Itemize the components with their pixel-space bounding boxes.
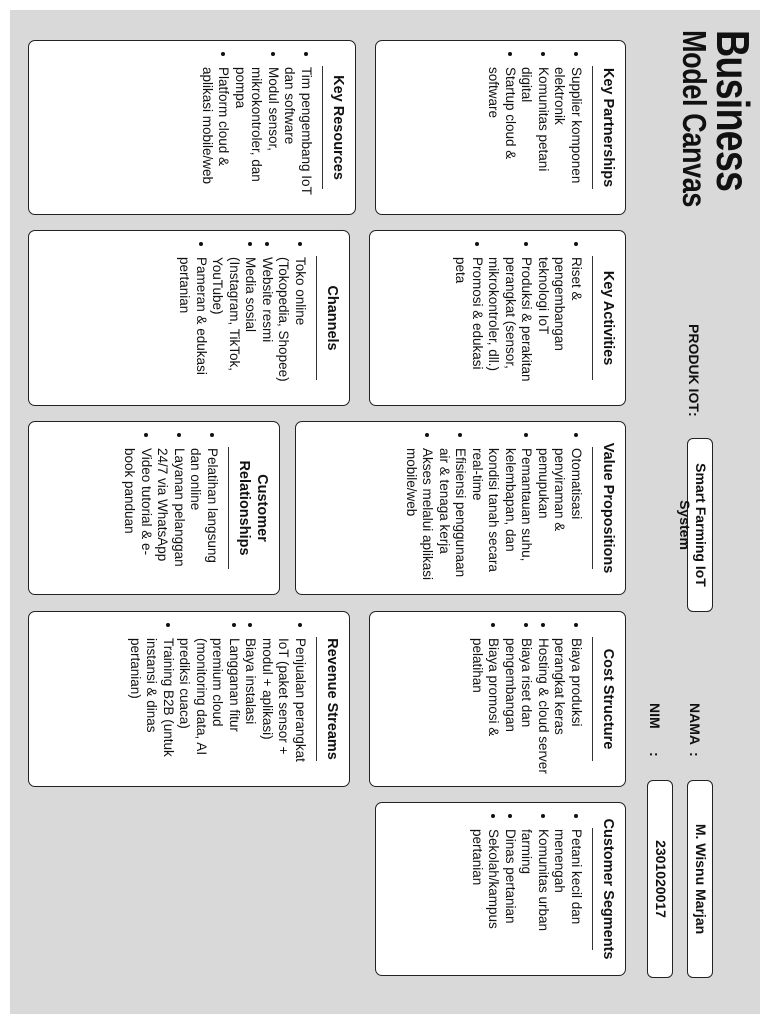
customer-segments-divider [592, 828, 593, 950]
key-partnerships-divider [592, 66, 593, 188]
list-item: • Komunitas petani digital [518, 67, 551, 204]
nim-value: 2301020017 [653, 840, 669, 918]
produk-colon: : [686, 412, 702, 417]
list-item: • Penjualan perangkat IoT (paket sensor + modul + aplikasi) [259, 638, 309, 776]
list-item: • Biaya produksi perangkat keras [551, 638, 584, 776]
channels-list [176, 241, 308, 395]
list-item: • Platform cloud & aplikasi mobile/web [199, 67, 232, 204]
customer-relationships-list [121, 432, 220, 584]
list-item: • Hosting & cloud server [535, 638, 552, 776]
list-item: • Layanan pelanggan 24/7 via WhatsApp [154, 448, 187, 584]
list-item: • Training B2B (untuk instansi & dinas pertanian) [127, 638, 177, 776]
key-activities-box [369, 230, 626, 406]
list-item: • Akses melalui aplikasi mobile/web [403, 448, 436, 584]
nama-field [687, 780, 713, 978]
customer-relationships-title: Customer Relationships [236, 460, 270, 556]
list-item: • Otomatisasi penyiraman & pemupukan [535, 448, 585, 584]
rotated-canvas [10, 10, 760, 1014]
list-item: • Modul sensor, mikrokontroler, dan pompa [232, 67, 282, 204]
produk-label: PRODUK IOT [686, 324, 702, 412]
list-item: • Website resmi [259, 257, 276, 395]
list-item: • Tim pengembang IoT dan software [281, 67, 314, 204]
key-partnerships-box [375, 40, 626, 215]
list-item: • Pemantauan suhu, kelembapan, dan kondisi tanah secara real-time [469, 448, 535, 584]
list-item: • Riset & pengembangan teknologi IoT [535, 257, 585, 395]
nim-field [647, 780, 673, 978]
key-resources-divider [322, 66, 323, 188]
list-item: • Langganan fitur premium cloud (monitoring data, AI prediksi cuaca) [176, 638, 242, 776]
revenue-streams-list [127, 622, 309, 776]
list-item: • Produksi & perakitan perangkat (sensor, mikrokontroler, dll.) [485, 257, 535, 395]
key-activities-divider [592, 256, 593, 379]
list-item: • Supplier komponen elektronik [551, 67, 584, 204]
channels-box [28, 230, 350, 406]
revenue-streams-divider [316, 637, 317, 760]
key-resources-box [28, 40, 356, 215]
customer-relationships-box [28, 421, 280, 595]
title-line-1: Business [707, 30, 759, 192]
nama-value: M. Wisnu Marjan [693, 823, 709, 935]
nama-label: NAMA [687, 703, 703, 745]
list-item: • Biaya riset dan pengembangan [502, 638, 535, 776]
key-resources-title: Key Resources [330, 75, 346, 180]
nim-label: NIM [647, 703, 663, 729]
key-partnerships-title: Key Partnerships [600, 67, 616, 188]
channels-title: Channels [324, 285, 340, 351]
value-propositions-box [295, 421, 626, 595]
key-activities-list [452, 241, 584, 395]
revenue-streams-box [28, 611, 350, 787]
list-item: • Biaya instalasi [242, 638, 259, 776]
produk-value: Smart Farming IoT System [677, 463, 709, 587]
list-item: • Dinas pertanian [502, 829, 519, 965]
list-item: • Video tutorial & e-book panduan [121, 448, 154, 584]
cost-structure-title: Cost Structure [600, 648, 616, 750]
list-item: • Toko online (Tokopedia, Shopee) [275, 257, 308, 395]
nim-colon: : [647, 752, 663, 757]
list-item: • Startup cloud & software [485, 67, 518, 204]
list-item: • Pelatihan langsung dan online [187, 448, 220, 584]
channels-divider [316, 256, 317, 379]
customer-segments-list [469, 813, 585, 965]
produk-field [677, 438, 713, 612]
cost-structure-divider [592, 637, 593, 760]
key-partnerships-list [485, 51, 584, 204]
page-title [676, 30, 759, 246]
key-activities-title: Key Activities [600, 270, 616, 366]
customer-segments-box [375, 802, 626, 976]
cost-structure-list [469, 622, 585, 776]
customer-relationships-divider [228, 447, 229, 569]
cost-structure-box [369, 611, 626, 787]
list-item: • Komunitas urban farming [518, 829, 551, 965]
list-item: • Media sosial (Instagram, TikTok, YouTube) [209, 257, 259, 395]
value-propositions-list [403, 432, 585, 584]
list-item: • Pameran & edukasi pertanian [176, 257, 209, 395]
revenue-streams-title: Revenue Streams [324, 638, 340, 760]
customer-segments-title: Customer Segments [600, 818, 616, 960]
list-item: • Promosi & edukasi peta [452, 257, 485, 395]
list-item: • Sekolah/kampus pertanian [469, 829, 502, 965]
key-resources-list [199, 51, 315, 204]
list-item: • Efisiensi penggunaan air & tenaga kerja [436, 448, 469, 584]
value-propositions-divider [592, 447, 593, 569]
list-item: • Petani kecil dan menengah [551, 829, 584, 965]
list-item: • Biaya promosi & pelatihan [469, 638, 502, 776]
value-propositions-title: Value Propositions [600, 442, 616, 574]
nama-colon: : [687, 752, 703, 757]
title-line-2: Model Canvas [676, 30, 714, 208]
